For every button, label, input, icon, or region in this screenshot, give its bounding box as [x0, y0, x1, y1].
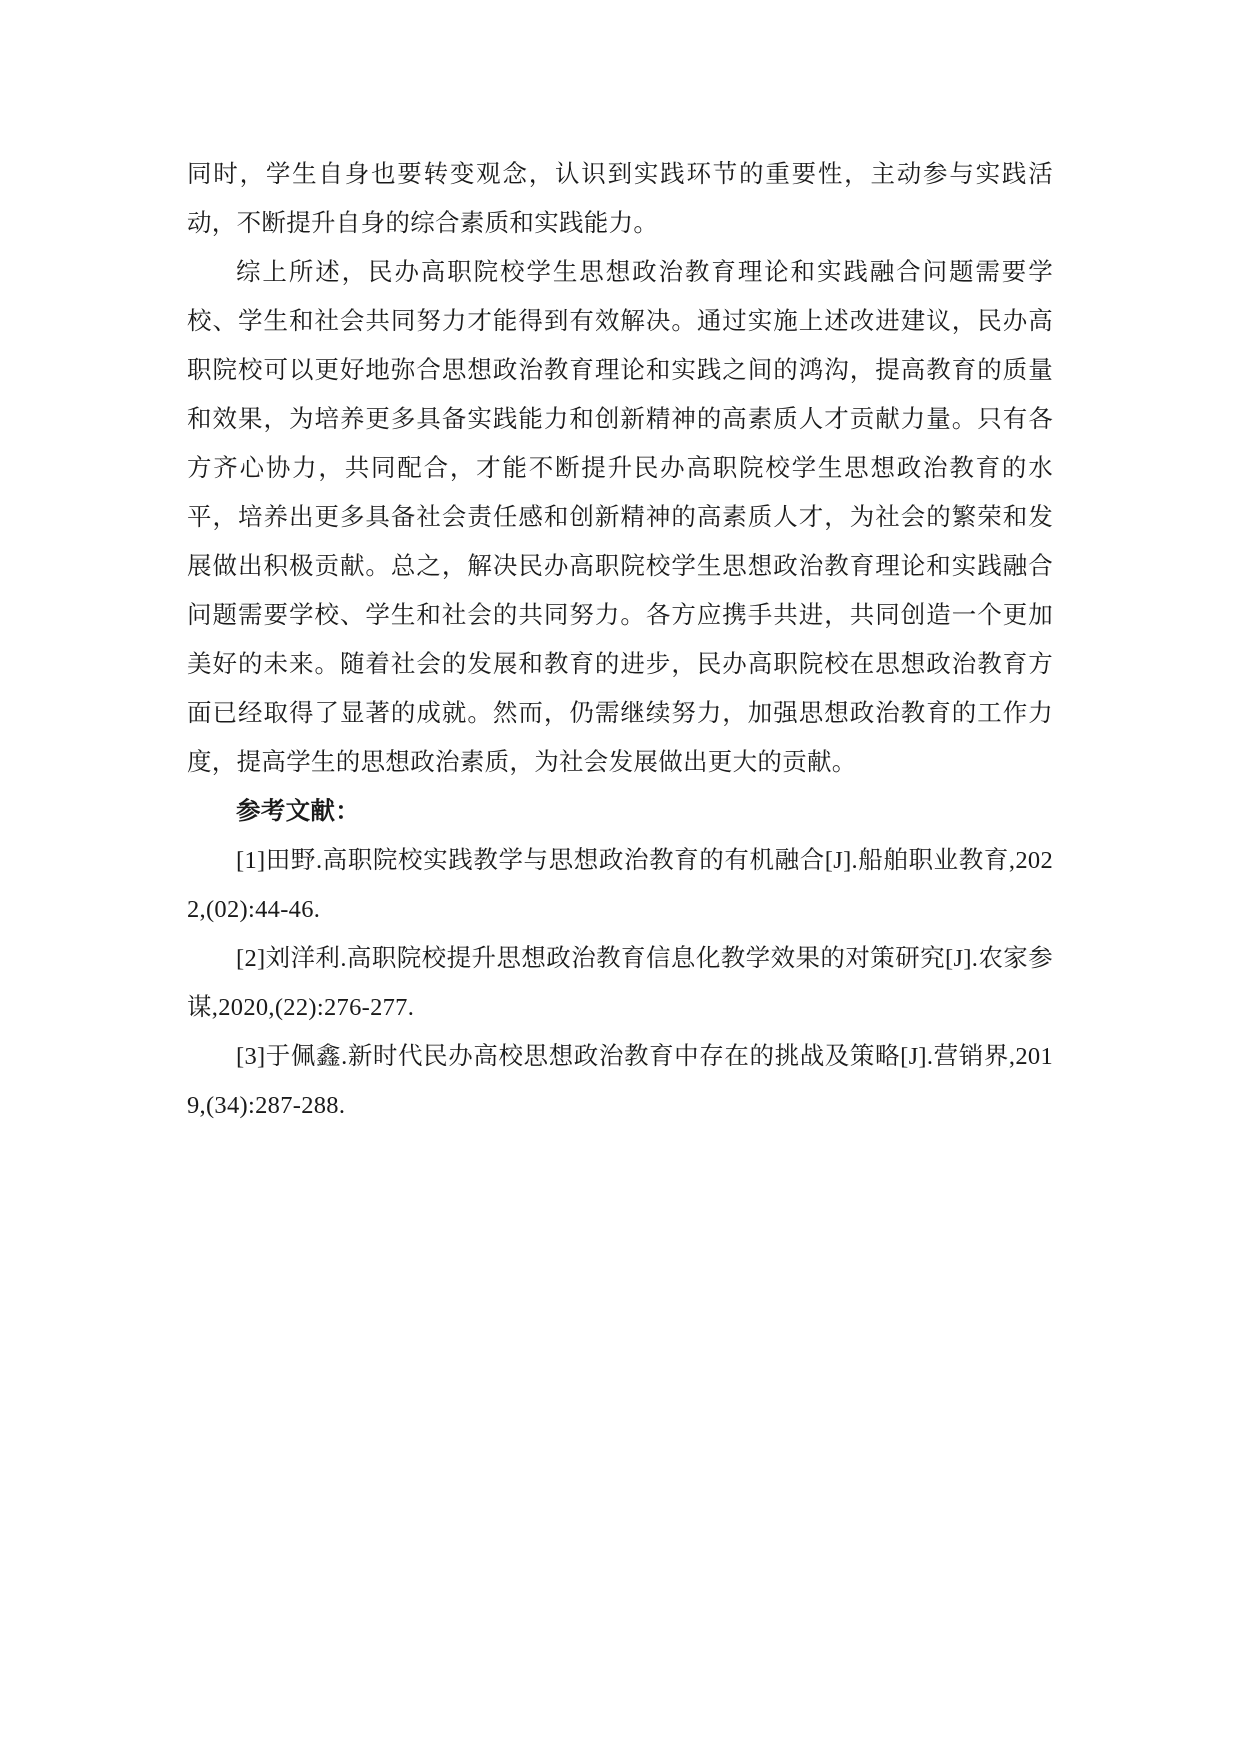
reference-item-1: [1]田野.高职院校实践教学与思想政治教育的有机融合[J].船舶职业教育,2022,(02):44-46. — [187, 847, 1053, 923]
paragraph-conclusion: 综上所述，民办高职院校学生思想政治教育理论和实践融合问题需要学校、学生和社会共同努力才能得到有效解决。通过实施上述改进建议，民办高职院校可以更好地弥合思想政治教育理论和实践之间的鸿沟，提高教育的质量和效果，为培养更多具备实践能力和创新精神的高素质人才贡献力量。只有各方齐心协力，共同配合，才能不断提升民办高职院校学生思想政治教育的水平，培养出更多具备社会责任感和创新精神的高素质人才，为社会的繁荣和发展做出积极贡献。总之，解决民办高职院校学生思想政治教育理论和实践融合问题需要学校、学生和社会的共同努力。各方应携手共进，共同创造一个更加美好的未来。随着社会的发展和教育的进步，民办高职院校在思想政治教育方面已经取得了显著的成就。然而，仍需继续努力，加强思想政治教育的工作力度，提高学生的思想政治素质，为社会发展做出更大的贡献。 — [187, 259, 1053, 776]
reference-item-3: [3]于佩鑫.新时代民办高校思想政治教育中存在的挑战及策略[J].营销界,2019,(34):287-288. — [187, 1043, 1053, 1119]
reference-item-2: [2]刘洋利.高职院校提升思想政治教育信息化教学效果的对策研究[J].农家参谋,2020,(22):276-277. — [187, 945, 1053, 1021]
paragraph-continuation: 同时，学生自身也要转变观念，认识到实践环节的重要性，主动参与实践活动，不断提升自身的综合素质和实践能力。 — [187, 161, 1053, 237]
references-heading: 参考文献： — [236, 798, 360, 825]
